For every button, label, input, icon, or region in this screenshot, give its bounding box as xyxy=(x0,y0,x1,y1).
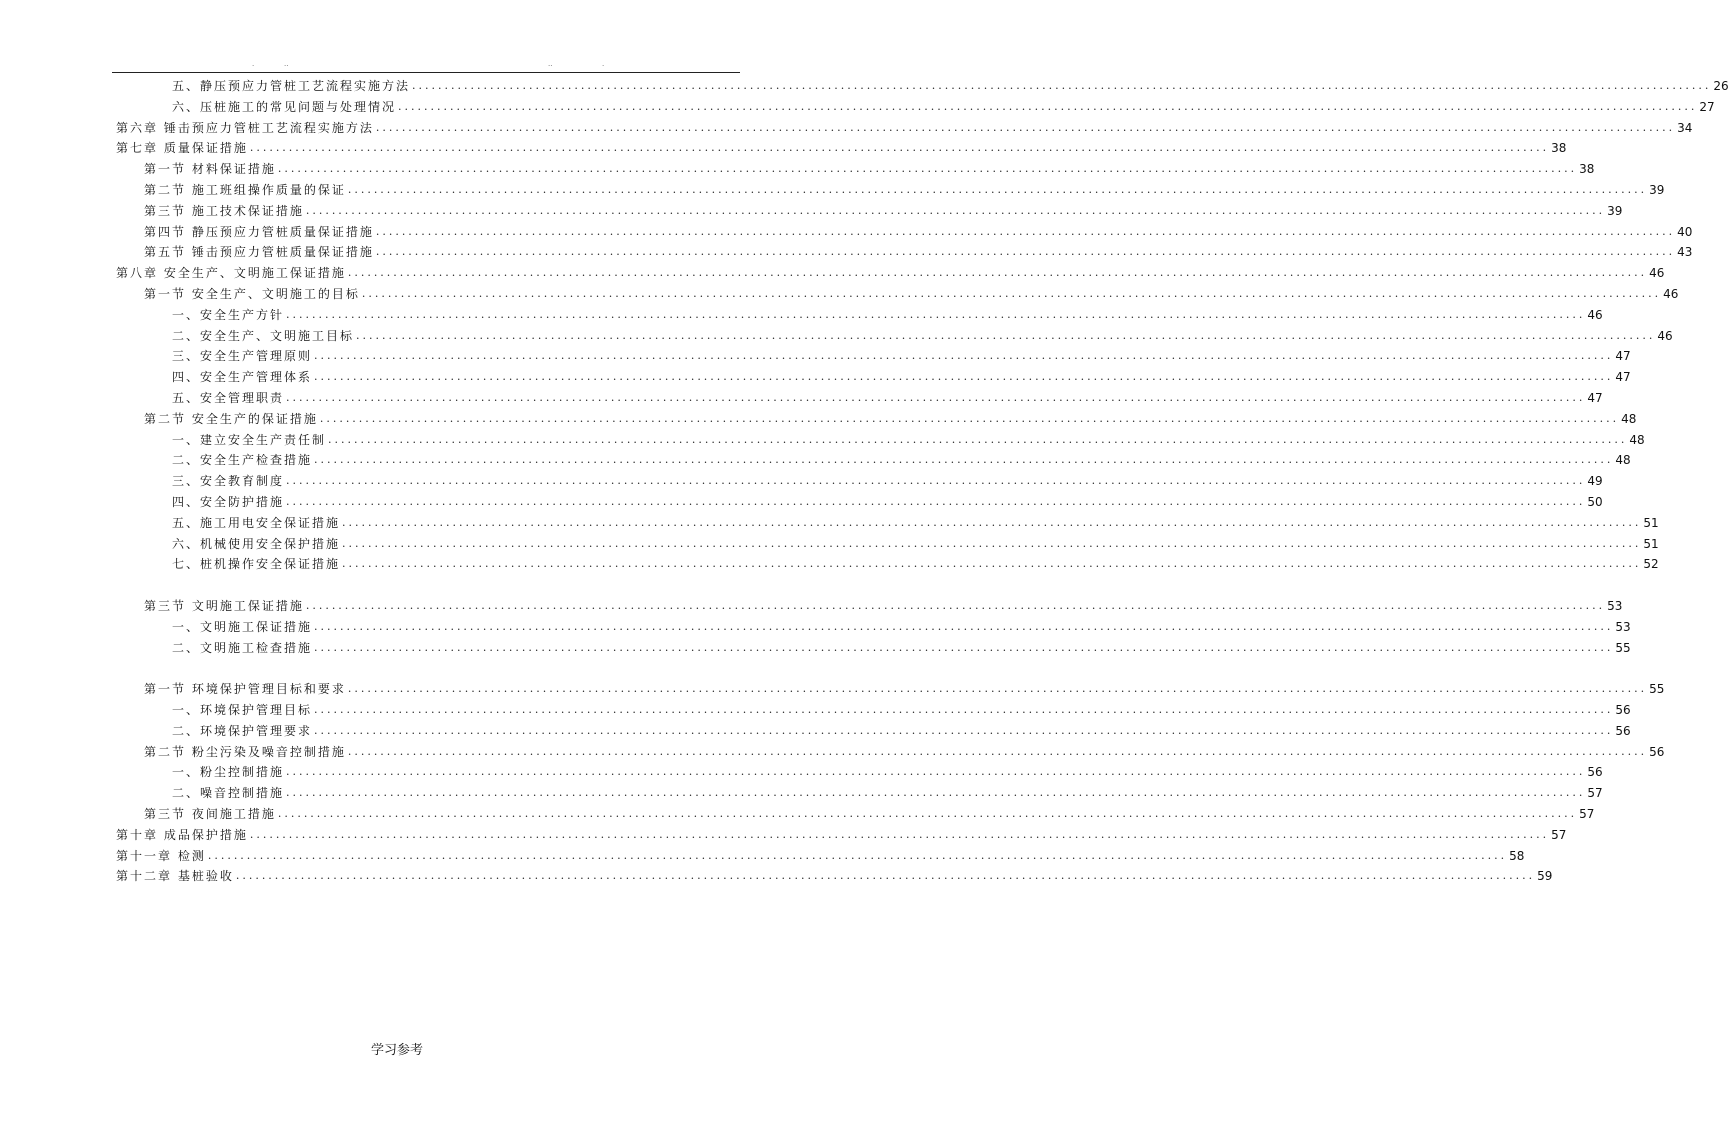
toc-entry-page: 56 xyxy=(1615,703,1631,717)
toc-entry-page: 26 xyxy=(1713,79,1729,93)
toc-entry-page: 55 xyxy=(1615,640,1631,655)
toc-entry[interactable] xyxy=(172,302,1603,322)
toc-entry-title: 第七章 质量保证措施 xyxy=(116,141,248,156)
toc-entry-page: 27 xyxy=(1699,99,1715,114)
toc-entry[interactable] xyxy=(144,801,1595,821)
toc-entry-title: 二、环境保护管理要求 xyxy=(172,723,313,738)
toc-dot-leader: ........................................................................................................................................................................................................ xyxy=(342,557,1642,571)
toc-entry[interactable] xyxy=(116,135,1567,156)
toc-entry[interactable] xyxy=(144,219,1693,239)
toc-dot-leader: ........................................................................................................................................................................................................ xyxy=(314,370,1614,384)
toc-entry-page: 38 xyxy=(1551,141,1567,156)
toc-entry-page: 47 xyxy=(1615,370,1631,385)
toc-entry[interactable] xyxy=(172,323,1673,343)
toc-entry[interactable] xyxy=(172,427,1645,447)
toc-entry[interactable] xyxy=(144,156,1595,177)
toc-dot-leader: ........................................................................................................................................................................................................ xyxy=(286,307,1586,321)
header-mark: .. xyxy=(284,60,289,68)
toc-dot-leader: ........................................................................................................................................................................................................ xyxy=(286,495,1586,508)
toc-entry[interactable] xyxy=(116,822,1567,842)
toc-dot-leader: ........................................................................................................................................................................................................ xyxy=(249,141,1550,155)
toc-entry-title: 六、压桩施工的常见问题与处理情况 xyxy=(172,99,397,114)
toc-entry-page: 47 xyxy=(1615,349,1631,364)
toc-entry-page: 34 xyxy=(1677,120,1693,135)
toc-entry-title: 第十一章 检测 xyxy=(116,848,206,863)
toc-dot-leader: ........................................................................................................................................................................................................ xyxy=(314,349,1614,363)
toc-entry-title: 二、文明施工检查措施 xyxy=(172,640,313,655)
toc-entry[interactable] xyxy=(172,697,1631,717)
toc-entry-page: 56 xyxy=(1649,744,1665,759)
toc-entry-title: 第五节 锤击预应力管桩质量保证措施 xyxy=(144,245,374,260)
toc-entry-page: 46 xyxy=(1587,307,1603,322)
toc-entry-title: 第一节 材料保证措施 xyxy=(144,162,276,177)
toc-dot-leader: ........................................................................................................................................................................................................ xyxy=(347,266,1648,280)
toc-entry-page: 53 xyxy=(1615,619,1631,634)
toc-dot-leader: ........................................................................................................................................................................................................ xyxy=(286,786,1586,800)
toc-dot-leader: ........................................................................................................................................................................................................ xyxy=(249,827,1550,841)
toc-dot-leader: ........................................................................................................................................................................................................ xyxy=(277,807,1578,820)
toc-entry-title: 第二节 粉尘污染及噪音控制措施 xyxy=(144,744,346,759)
toc-dot-leader: ........................................................................................................................................................................................................ xyxy=(375,245,1676,259)
toc-entry-page: 58 xyxy=(1509,848,1525,863)
toc-entry[interactable] xyxy=(172,510,1659,530)
toc-entry-title: 五、安全管理职责 xyxy=(172,391,285,405)
toc-dot-leader: ........................................................................................................................................................................................................ xyxy=(361,287,1662,300)
header-mark: . xyxy=(252,60,255,68)
toc-entry-title: 第一节 环境保护管理目标和要求 xyxy=(144,682,346,697)
toc-entry-page: 55 xyxy=(1649,682,1665,697)
toc-entry-page: 59 xyxy=(1537,869,1553,884)
toc-dot-leader: ........................................................................................................................................................................................................ xyxy=(277,162,1578,176)
toc-entry-page: 46 xyxy=(1663,287,1679,301)
toc-entry-title: 七、桩机操作安全保证措施 xyxy=(172,557,341,572)
toc-entry[interactable] xyxy=(172,364,1631,385)
toc-entry-title: 一、安全生产方针 xyxy=(172,307,285,322)
toc-entry-title: 第三节 夜间施工措施 xyxy=(144,807,276,821)
toc-entry[interactable] xyxy=(172,385,1603,405)
toc-entry-title: 第十二章 基桩验收 xyxy=(116,869,234,884)
toc-entry[interactable] xyxy=(172,635,1631,655)
toc-dot-leader: ........................................................................................................................................................................................................ xyxy=(347,682,1648,696)
toc-entry-title: 第三节 施工技术保证措施 xyxy=(144,203,304,218)
toc-dot-leader: ........................................................................................................................................................................................................ xyxy=(328,432,1628,446)
toc-entry[interactable] xyxy=(172,447,1631,468)
toc-entry-title: 三、安全教育制度 xyxy=(172,474,285,489)
toc-entry-title: 第二节 施工班组操作质量的保证 xyxy=(144,183,346,197)
toc-dot-leader: ........................................................................................................................................................................................................ xyxy=(356,328,1656,342)
toc-entry-title: 一、建立安全生产责任制 xyxy=(172,432,327,447)
toc-dot-leader: ........................................................................................................................................................................................................ xyxy=(305,599,1606,612)
toc-entry[interactable] xyxy=(144,593,1623,613)
toc-entry-page: 38 xyxy=(1579,162,1595,177)
toc-entry-title: 四、安全防护措施 xyxy=(172,495,285,509)
toc-entry-title: 一、环境保护管理目标 xyxy=(172,703,313,717)
toc-entry[interactable] xyxy=(172,718,1631,738)
toc-entry[interactable] xyxy=(172,343,1631,364)
toc-dot-leader: ........................................................................................................................................................................................................ xyxy=(314,453,1614,467)
toc-dot-leader: ........................................................................................................................................................................................................ xyxy=(347,744,1648,758)
toc-entry-title: 四、安全生产管理体系 xyxy=(172,370,313,385)
toc-entry[interactable] xyxy=(144,739,1665,759)
toc-entry[interactable] xyxy=(144,281,1679,301)
toc-dot-leader: ........................................................................................................................................................................................................ xyxy=(375,224,1676,238)
toc-entry-page: 43 xyxy=(1677,245,1693,260)
toc-entry[interactable] xyxy=(172,73,1729,93)
header-mark: . xyxy=(602,60,605,68)
toc-dot-leader: ........................................................................................................................................................................................................ xyxy=(286,391,1586,404)
toc-entry-page: 57 xyxy=(1587,786,1603,801)
toc-dot-leader: ........................................................................................................................................................................................................ xyxy=(375,120,1676,134)
toc-dot-leader: ........................................................................................................................................................................................................ xyxy=(342,536,1642,550)
toc-entry-page: 51 xyxy=(1643,515,1659,530)
toc-entry-title: 第一节 安全生产、文明施工的目标 xyxy=(144,287,360,301)
toc-entry-title: 第四节 静压预应力管桩质量保证措施 xyxy=(144,224,374,239)
toc-dot-leader: ........................................................................................................................................................................................................ xyxy=(412,79,1712,92)
toc-entry[interactable] xyxy=(144,676,1665,697)
toc-entry-title: 第二节 安全生产的保证措施 xyxy=(144,411,318,426)
header-marks xyxy=(112,60,740,70)
toc-entry-title: 二、噪音控制措施 xyxy=(172,786,285,801)
toc-entry-page: 39 xyxy=(1649,183,1665,197)
toc-entry[interactable] xyxy=(172,551,1659,572)
toc-entry-title: 第六章 锤击预应力管桩工艺流程实施方法 xyxy=(116,120,374,135)
toc-entry-page: 48 xyxy=(1621,411,1637,426)
toc-dot-leader: ........................................................................................................................................................................................................ xyxy=(207,848,1508,862)
toc-dot-leader: ........................................................................................................................................................................................................ xyxy=(398,99,1698,113)
page-footer: 学习参考 xyxy=(370,1043,423,1058)
toc-entry[interactable] xyxy=(116,863,1553,884)
toc-entry[interactable] xyxy=(116,843,1525,863)
toc-entry-page: 49 xyxy=(1587,474,1603,489)
toc-dot-leader: ........................................................................................................................................................................................................ xyxy=(305,203,1606,217)
toc-entry[interactable] xyxy=(172,94,1715,114)
toc-entry-title: 五、静压预应力管桩工艺流程实施方法 xyxy=(172,79,411,93)
toc-dot-leader: ........................................................................................................................................................................................................ xyxy=(314,619,1614,633)
toc-entry-page: 57 xyxy=(1579,807,1595,821)
toc-dot-leader: ........................................................................................................................................................................................................ xyxy=(286,765,1586,779)
toc-entry[interactable] xyxy=(172,614,1631,634)
toc-entry-title: 五、施工用电安全保证措施 xyxy=(172,515,341,530)
toc-dot-leader: ........................................................................................................................................................................................................ xyxy=(314,640,1614,654)
toc-entry-title: 第三节 文明施工保证措施 xyxy=(144,599,304,613)
toc-entry-page: 50 xyxy=(1587,495,1603,509)
toc-entry-page: 47 xyxy=(1587,391,1603,405)
toc-entry[interactable] xyxy=(144,177,1665,197)
toc-entry[interactable] xyxy=(144,239,1693,260)
toc-entry-title: 六、机械使用安全保护措施 xyxy=(172,536,341,551)
toc-entry-page: 51 xyxy=(1643,536,1659,551)
toc-entry-title: 二、安全生产、文明施工目标 xyxy=(172,328,355,343)
toc-entry[interactable] xyxy=(172,780,1603,801)
toc-entry[interactable] xyxy=(172,468,1603,489)
toc-dot-leader: ........................................................................................................................................................................................................ xyxy=(235,869,1536,883)
toc-entry-title: 第十章 成品保护措施 xyxy=(116,827,248,842)
toc-entry-page: 53 xyxy=(1607,599,1623,613)
toc-entry-title: 一、文明施工保证措施 xyxy=(172,619,313,634)
toc-entry-page: 57 xyxy=(1551,827,1567,842)
toc-entry-page: 40 xyxy=(1677,224,1693,239)
toc-entry[interactable] xyxy=(172,489,1603,509)
toc-entry[interactable] xyxy=(144,406,1637,426)
toc-entry[interactable] xyxy=(116,115,1693,135)
toc-dot-leader: ........................................................................................................................................................................................................ xyxy=(342,515,1642,529)
toc-entry[interactable] xyxy=(172,759,1603,780)
toc-entry-page: 48 xyxy=(1615,453,1631,468)
toc-dot-leader: ........................................................................................................................................................................................................ xyxy=(347,183,1648,196)
toc-dot-leader: ........................................................................................................................................................................................................ xyxy=(314,723,1614,737)
toc-entry-page: 56 xyxy=(1587,765,1603,780)
toc-entry-title: 三、安全生产管理原则 xyxy=(172,349,313,364)
toc-entry-page: 39 xyxy=(1607,203,1623,218)
toc-entry[interactable] xyxy=(172,531,1659,551)
toc-entry-title: 二、安全生产检查措施 xyxy=(172,453,313,468)
toc-entry-title: 一、粉尘控制措施 xyxy=(172,765,285,780)
toc-entry-page: 48 xyxy=(1629,432,1645,447)
toc-entry[interactable] xyxy=(116,260,1665,281)
toc-entry-page: 46 xyxy=(1657,328,1673,343)
toc-dot-leader: ........................................................................................................................................................................................................ xyxy=(286,474,1586,488)
toc-entry-page: 56 xyxy=(1615,723,1631,738)
header-mark: .. xyxy=(548,60,553,68)
toc-entry-title: 第八章 安全生产、文明施工保证措施 xyxy=(116,266,346,281)
toc-entry-page: 52 xyxy=(1643,557,1659,572)
toc-dot-leader: ........................................................................................................................................................................................................ xyxy=(319,411,1620,425)
toc-entry-page: 46 xyxy=(1649,266,1665,281)
toc-entry[interactable] xyxy=(144,198,1623,218)
toc-dot-leader: ........................................................................................................................................................................................................ xyxy=(314,703,1614,716)
